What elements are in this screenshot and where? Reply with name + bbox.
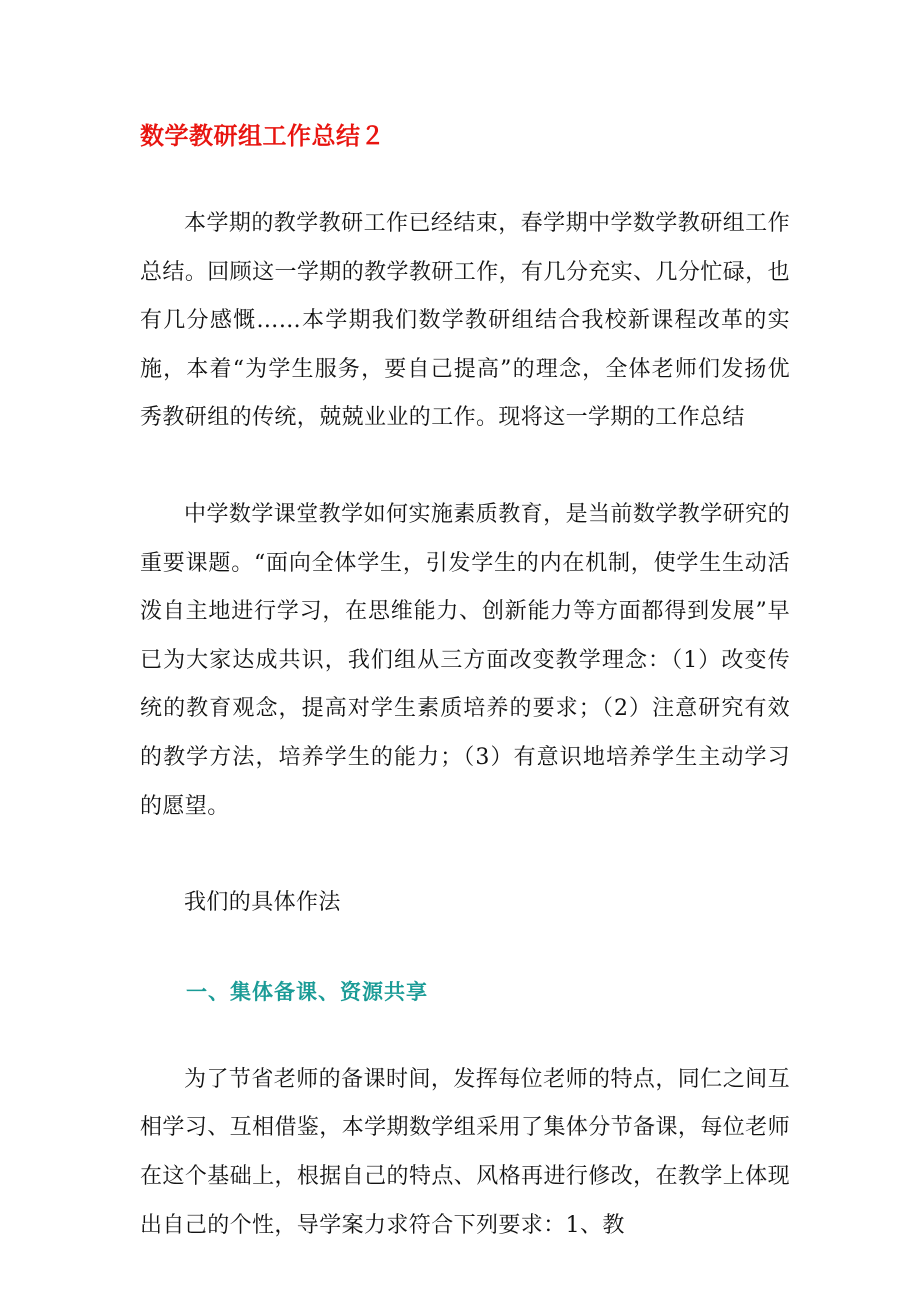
spacer xyxy=(140,1016,790,1056)
paragraph-methods-intro: 我们的具体作法 xyxy=(184,890,341,916)
paragraph-intro: 本学期的教学教研工作已经结束，春学期中学数学教研组工作总结。回顾这一学期的教学教研工作，有几分充实、几分忙碌，也有几分感慨……本学期我们数学教研组结合我校新课程改革的实施，本着“为学生服务，要自己提高”的理念，全体老师们发扬优秀教研组的传统，兢兢业业的工作。现将这一学期的工作总结 xyxy=(140,211,790,431)
document-page xyxy=(140,112,790,1250)
spacer xyxy=(140,831,790,879)
paragraph-collective-preparation: 为了节省老师的备课时间，发挥每位老师的特点，同仁之间互相学习、互相借鉴，本学期数学组采用了集体分节备课，每位老师在这个基础上，根据自己的特点、风格再进行修改，在教学上体现出自己的个性，导学案力求符合下列要求：1、教 xyxy=(140,1066,790,1238)
spacer xyxy=(140,160,790,200)
section-heading: 一、集体备课、资源共享 xyxy=(186,979,428,1004)
spacer xyxy=(140,928,790,968)
paragraph-teaching-concept: 中学数学课堂教学如何实施素质教育，是当前数学教学研究的重要课题。“面向全体学生，引发学生的内在机制，使学生生动活泼自主地进行学习，在思维能力、创新能力等方面都得到发展”早已为大家达成共识，我们组从三方面改变教学理念：（1）改变传统的教育观念，提高对学生素质培养的要求；（2）注意研究有效的教学方法，培养学生的能力；（3）有意识地培养学生主动学习的愿望。 xyxy=(140,501,790,819)
spacer xyxy=(140,443,790,491)
document-title: 数学教研组工作总结２ xyxy=(140,121,385,150)
